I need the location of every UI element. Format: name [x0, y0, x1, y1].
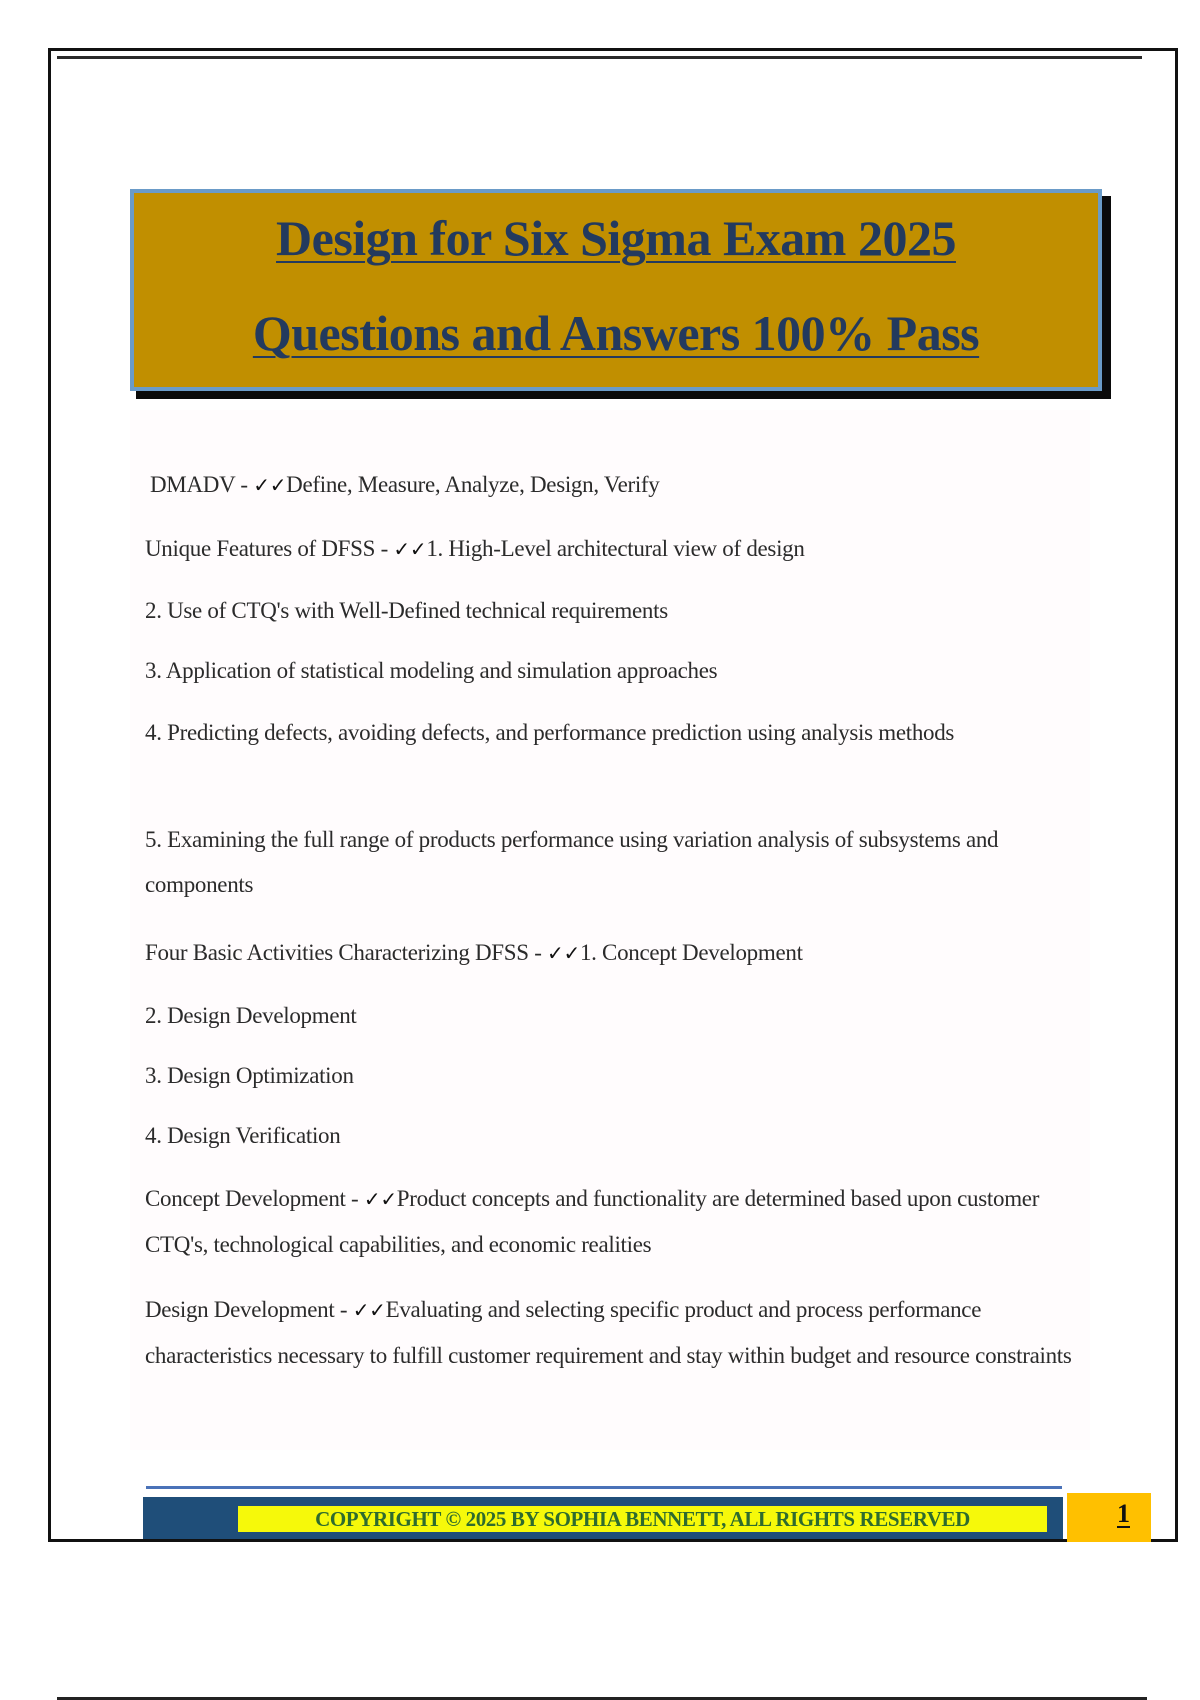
qa-entry-four-activities — [145, 930, 1075, 976]
double-check-icon: ✓✓ — [352, 1298, 386, 1322]
footer-rule — [146, 1486, 1062, 1489]
title-line-2: Questions and Answers 100% Pass — [252, 305, 980, 361]
page-number-box — [1067, 1493, 1151, 1542]
question-term: Four Basic Activities Characterizing DFSS - — [145, 940, 548, 965]
answer-text: Product concepts and functionality are determined based upon customer CTQ's, technological capabilities, and economic realities — [145, 1186, 1040, 1257]
list-item: 4. Design Verification — [145, 1123, 341, 1148]
page-number: 1 — [1117, 1499, 1130, 1528]
qa-entry-concept-development — [145, 1176, 1075, 1267]
list-item: 4. Predicting defects, avoiding defects, and performance prediction using analysis methods — [145, 720, 955, 745]
qa-entry-unique-features — [145, 526, 1075, 572]
title-line-1: Design for Six Sigma Exam 2025 — [276, 210, 956, 266]
answer-text: 1. Concept Development — [579, 940, 803, 965]
question-term: Concept Development - — [145, 1186, 364, 1211]
list-item: 2. Use of CTQ's with Well-Defined technical requirements — [145, 598, 668, 623]
answer-text: 1. High-Level architectural view of design — [426, 536, 805, 561]
double-check-icon: ✓✓ — [393, 537, 427, 561]
double-check-icon: ✓✓ — [363, 1187, 397, 1211]
list-item: 3. Application of statistical modeling and simulation approaches — [145, 658, 718, 683]
double-check-icon: ✓✓ — [547, 941, 580, 965]
question-term: DMADV - — [150, 472, 254, 497]
question-term: Unique Features of DFSS - — [145, 536, 394, 561]
qa-entry-design-development — [145, 1287, 1075, 1378]
answer-text: Define, Measure, Analyze, Design, Verify — [286, 472, 660, 497]
list-item: 3. Design Optimization — [145, 1063, 354, 1088]
double-check-icon: ✓✓ — [253, 473, 287, 497]
title-banner — [130, 189, 1102, 391]
list-item: 2. Design Development — [145, 1003, 357, 1028]
answer-text: Evaluating and selecting specific product and process performance characteristics necessary to fulfill customer requirement and stay within budget and resource constraints — [145, 1297, 1072, 1368]
copyright-notice: COPYRIGHT © 2025 BY SOPHIA BENNETT, ALL RIGHTS RESERVED — [238, 1506, 1047, 1532]
list-item: 5. Examining the full range of products performance using variation analysis of subsystems and components — [145, 827, 999, 897]
top-rule — [57, 56, 1142, 59]
qa-entry-dmadv — [150, 462, 1080, 508]
question-term: Design Development - — [145, 1297, 353, 1322]
